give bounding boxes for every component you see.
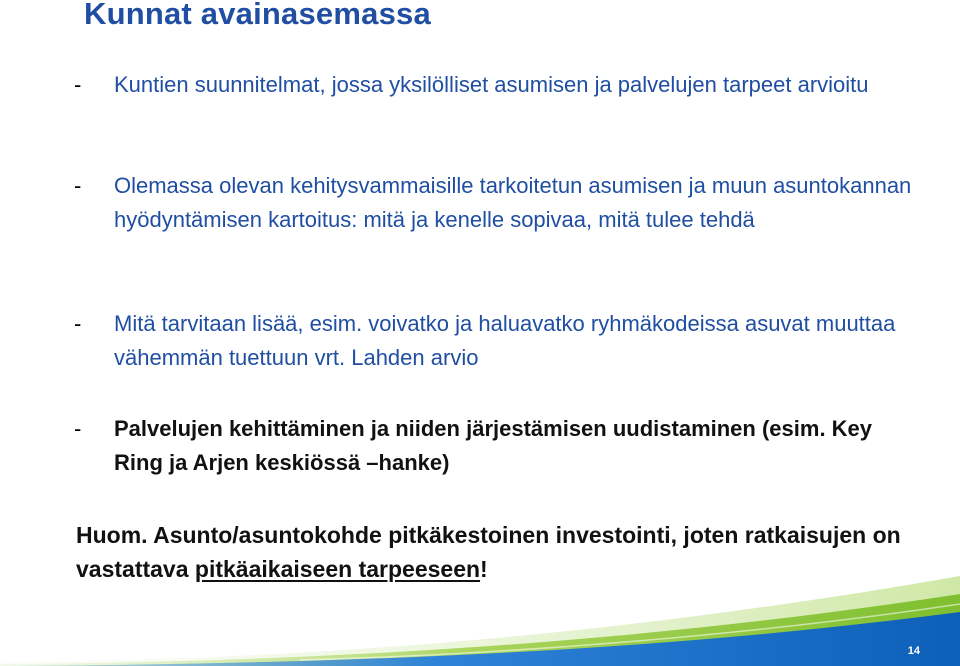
bullet-dash: - xyxy=(74,173,82,198)
bullet-item xyxy=(74,412,914,480)
bullet-dash: - xyxy=(74,311,82,336)
bullet-dash: - xyxy=(74,416,82,441)
bullet-item xyxy=(74,169,914,237)
note-underlined-text: pitkäaikaiseen tarpeeseen xyxy=(194,556,481,582)
slide-title: Kunnat avainasemassa xyxy=(84,0,431,31)
bullet-text: Kuntien suunnitelmat, jossa yksilölliset asumisen ja palvelujen tarpeet arvioitu xyxy=(114,72,869,97)
bullet-text: Palvelujen kehittäminen ja niiden järjestämisen uudistaminen (esim. Key Ring ja Arjen keskiössä –hanke) xyxy=(114,416,873,475)
bullet-text: Mitä tarvitaan lisää, esim. voivatko ja haluavatko ryhmäkodeissa asuvat muuttaa vähemmän tuettuun vrt. Lahden arvio xyxy=(114,311,896,370)
note-text-end: ! xyxy=(480,556,488,582)
bullet-dash: - xyxy=(74,72,82,97)
bullet-item xyxy=(74,307,914,375)
note-text-start: Huom. Asunto/asuntokohde pitkäkestoinen investointi, joten ratkaisujen on vastattava xyxy=(76,522,901,582)
footer-wave-graphic xyxy=(0,576,960,666)
bullet-item xyxy=(74,68,914,102)
bullet-text: Olemassa olevan kehitysvammaisille tarkoitetun asumisen ja muun asuntokannan hyödyntämisen kartoitus: mitä ja kenelle sopivaa, mitä tulee tehdä xyxy=(114,173,912,232)
page-number: 14 xyxy=(907,645,920,657)
